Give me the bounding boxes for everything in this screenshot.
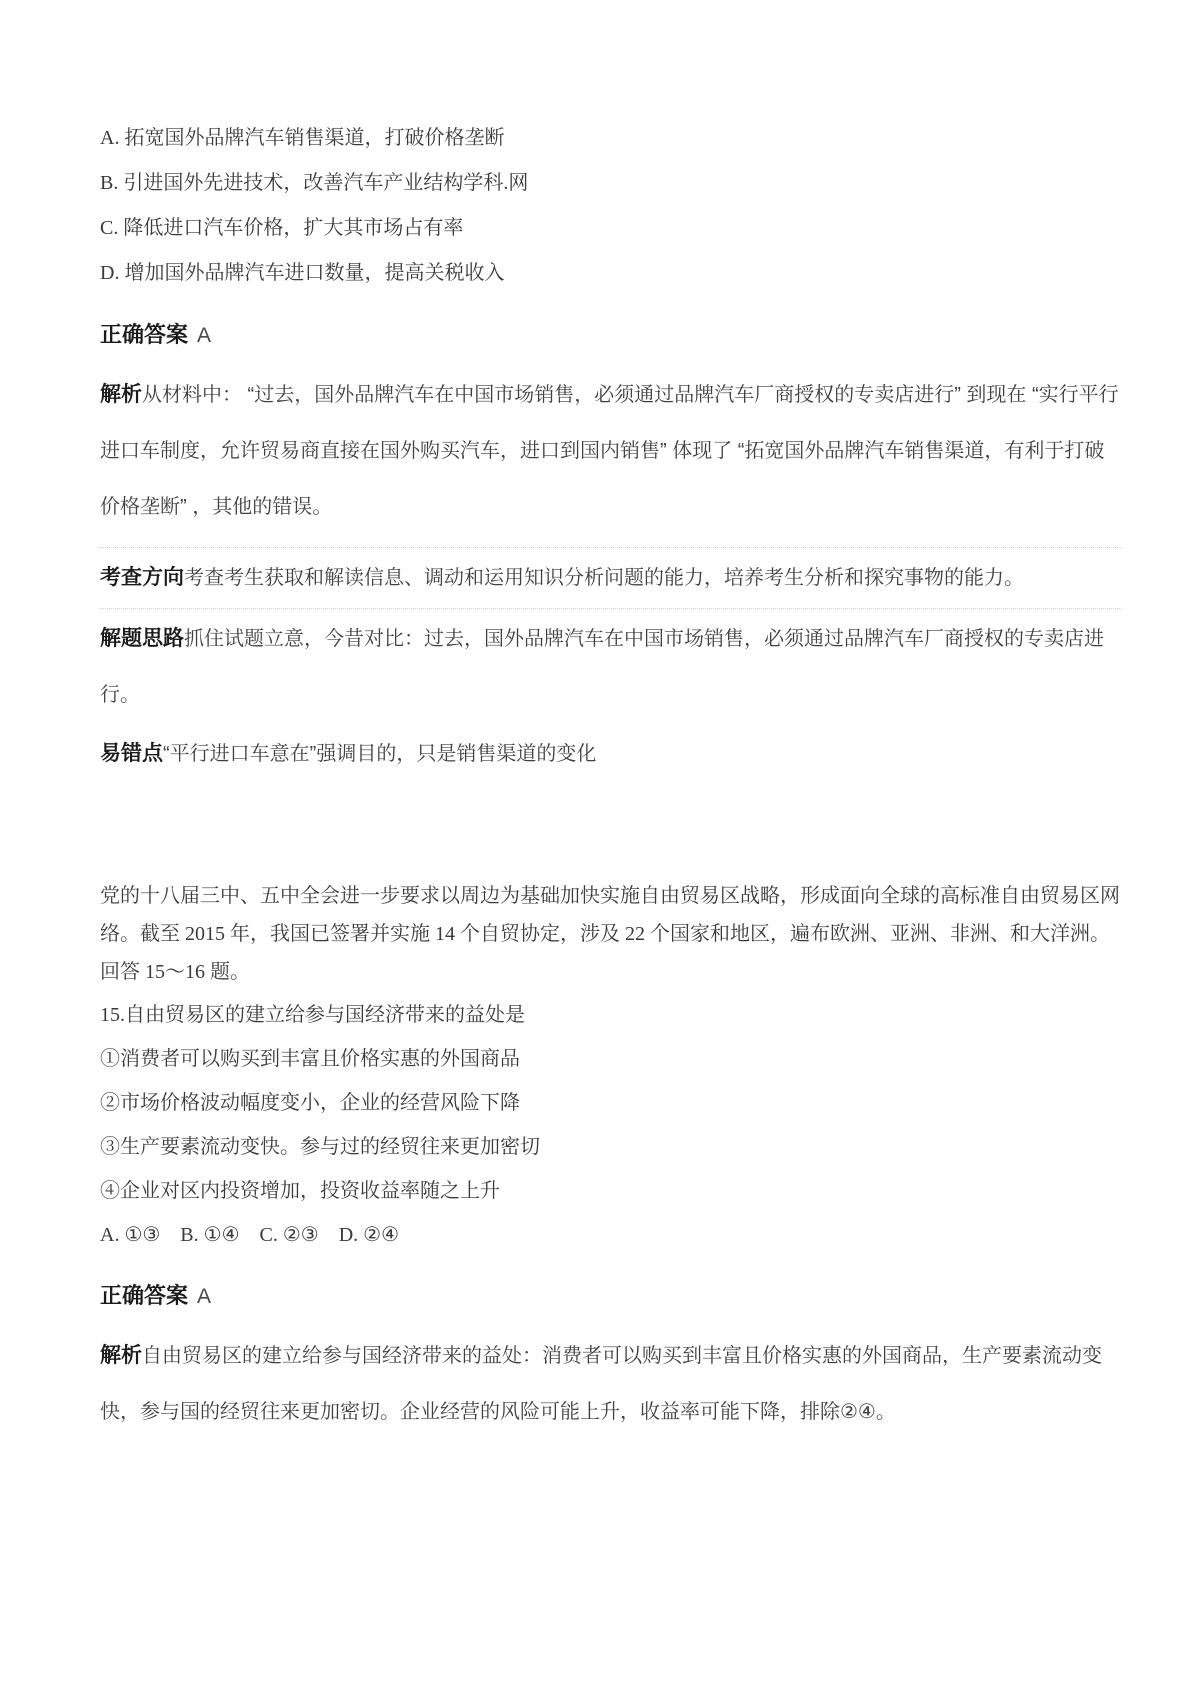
option-d: D. 增加国外品牌汽车进口数量，提高关税收入 xyxy=(100,262,505,284)
analysis-text: 从材料中： “过去，国外品牌汽车在中国市场销售，必须通过品牌汽车厂商授权的专卖店进行” 到现在 “实行平行进口车制度，允许贸易商直接在国外购买汽车，进口到国内销售” 体现了 “拓宽国外品牌汽车销售渠道，有利于打破价格垄断” ，其他的错误。 xyxy=(100,384,1119,518)
correct-answer-block-1 xyxy=(100,320,1122,351)
correct-answer-value: A xyxy=(197,1285,212,1308)
analysis-label: 解析 xyxy=(100,383,142,406)
question-15 xyxy=(100,993,1122,1257)
exam-focus-block xyxy=(100,547,1122,609)
approach-label: 解题思路 xyxy=(100,627,184,650)
exam-focus-text: 考查考生获取和解读信息、调动和运用知识分析问题的能力，培养考生分析和探究事物的能力。 xyxy=(184,567,1024,589)
approach-block xyxy=(100,611,1122,723)
question-15-item-4: ④企业对区内投资增加，投资收益率随之上升 xyxy=(100,1180,500,1202)
question-15-item-2: ②市场价格波动幅度变小，企业的经营风险下降 xyxy=(100,1092,520,1114)
question-14-options xyxy=(100,116,1122,296)
correct-answer-label: 正确答案 xyxy=(100,322,189,347)
option-b: B. 引进国外先进技术，改善汽车产业结构学科.网 xyxy=(100,172,529,194)
analysis-block-2 xyxy=(100,1328,1122,1440)
exam-focus-label: 考查方向 xyxy=(100,566,184,589)
question-15-item-1: ①消费者可以购买到丰富且价格实惠的外国商品 xyxy=(100,1048,520,1070)
correct-answer-value: A xyxy=(197,324,212,347)
passage-15-16: 党的十八届三中、五中全会进一步要求以周边为基础加快实施自由贸易区战略，形成面向全球的高标准自由贸易区网络。截至 2015 年，我国已签署并实施 14 个自贸协定，涉及 22 个国家和地区，遍布欧洲、亚洲、非洲、和大洋洲。回答 15～16 题。 xyxy=(100,885,1120,983)
error-prone-block xyxy=(100,737,1122,771)
question-15-item-3: ③生产要素流动变快。参与过的经贸往来更加密切 xyxy=(100,1136,540,1158)
error-prone-text: “平行进口车意在”强调目的，只是销售渠道的变化 xyxy=(163,743,597,765)
error-prone-label: 易错点 xyxy=(100,742,163,765)
question-15-choices: A. ①③ B. ①④ C. ②③ D. ②④ xyxy=(100,1224,400,1246)
analysis-text: 自由贸易区的建立给参与国经济带来的益处：消费者可以购买到丰富且价格实惠的外国商品，生产要素流动变快，参与国的经贸往来更加密切。企业经营的风险可能上升，收益率可能下降，排除②④。 xyxy=(100,1345,1102,1423)
analysis-label: 解析 xyxy=(100,1344,142,1367)
approach-text: 抓住试题立意，今昔对比：过去，国外品牌汽车在中国市场销售，必须通过品牌汽车厂商授权的专卖店进行。 xyxy=(100,628,1104,706)
option-a: A. 拓宽国外品牌汽车销售渠道，打破价格垄断 xyxy=(100,127,505,149)
analysis-block-1 xyxy=(100,367,1122,535)
question-15-stem: 15.自由贸易区的建立给参与国经济带来的益处是 xyxy=(100,1004,525,1026)
correct-answer-label: 正确答案 xyxy=(100,1283,189,1308)
correct-answer-block-2 xyxy=(100,1281,1122,1312)
option-c: C. 降低进口汽车价格，扩大其市场占有率 xyxy=(100,217,464,239)
